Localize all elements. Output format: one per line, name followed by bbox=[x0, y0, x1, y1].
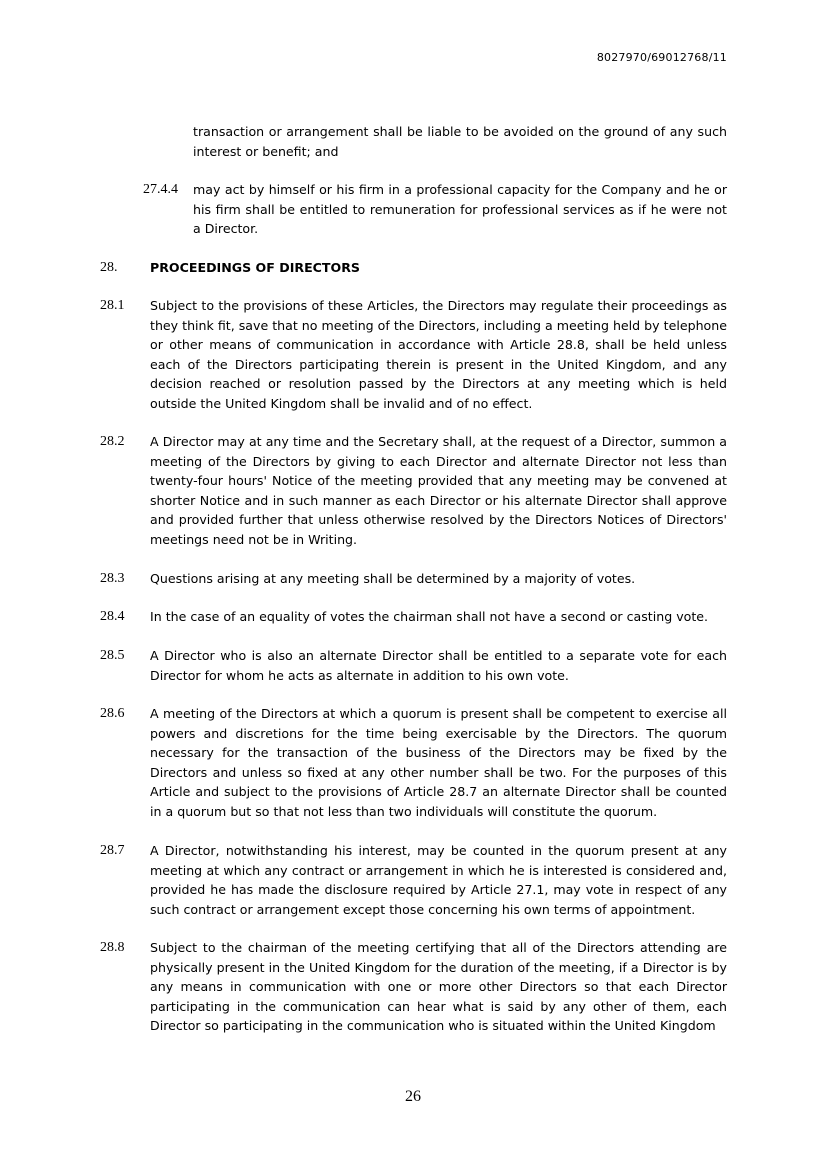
clause-text: A Director, notwithstanding his interest, may be counted in the quorum present at any meeting at which any contract or arrangement in which he is interested is considered and, provided he has made the disclosure required by Article 27.1, may vote in respect of any such contract or arrangement except those concerning his own terms of appointment. bbox=[150, 843, 727, 917]
page-number: 26 bbox=[405, 1088, 421, 1105]
clause-number: 28.6 bbox=[100, 706, 125, 721]
clause-number: 28.4 bbox=[100, 609, 125, 624]
clause-text: Questions arising at any meeting shall be determined by a majority of votes. bbox=[150, 571, 636, 586]
section-heading: PROCEEDINGS OF DIRECTORS bbox=[150, 260, 360, 275]
clause-number: 27.4.4 bbox=[143, 182, 178, 197]
clause-number: 28.5 bbox=[100, 648, 125, 663]
clause-text: A meeting of the Directors at which a quorum is present shall be competent to exercise all powers and discretions for the time being exercisable by the Directors. The quorum necessary for the transaction of the business of the Directors may be fixed by the Directors and unless so fixed at any other number shall be two. For the purposes of this Article and subject to the provisions of Article 28.7 an alternate Director shall be counted in a quorum but so that not less than two individuals will constitute the quorum. bbox=[150, 706, 727, 819]
clause-text: A Director may at any time and the Secretary shall, at the request of a Director, summon a meeting of the Directors by giving to each Director and alternate Director not less than twenty-four hours' Notice of the meeting provided that any meeting may be convened at shorter Notice and in such manner as each Director or his alternate Director shall approve and provided further that unless otherwise resolved by the Directors Notices of Directors' meetings need not be in Writing. bbox=[150, 434, 727, 547]
clause-text: A Director who is also an alternate Director shall be entitled to a separate vote for each Director for whom he acts as alternate in addition to his own vote. bbox=[150, 648, 727, 683]
clause-text: In the case of an equality of votes the chairman shall not have a second or casting vote. bbox=[150, 609, 709, 624]
document-reference: 8027970/69012768/11 bbox=[596, 51, 727, 64]
clause-text: may act by himself or his firm in a professional capacity for the Company and he or his firm shall be entitled to remuneration for professional services as if he were not a Director. bbox=[193, 182, 727, 236]
continuation-paragraph: transaction or arrangement shall be liable to be avoided on the ground of any such interest or benefit; and bbox=[193, 124, 727, 159]
clause-number: 28.2 bbox=[100, 434, 125, 449]
clause-text: Subject to the provisions of these Articles, the Directors may regulate their proceedings as they think fit, save that no meeting of the Directors, including a meeting held by telephone or other means of communication in accordance with Article 28.8, shall be held unless each of the Directors participating therein is present in the United Kingdom, and any decision reached or resolution passed by the Directors at any meeting which is held outside the United Kingdom shall be invalid and of no effect. bbox=[150, 298, 727, 411]
clause-number: 28.8 bbox=[100, 940, 125, 955]
clause-number: 28.7 bbox=[100, 843, 125, 858]
clause-number: 28.1 bbox=[100, 298, 125, 313]
clause-text: Subject to the chairman of the meeting certifying that all of the Directors attending are physically present in the United Kingdom for the duration of the meeting, if a Director is by any means in communication with one or more other Directors so that each Director participating in the communication can hear what is said by any other of them, each Director so participating in the communication who is situated within the United Kingdom bbox=[150, 940, 727, 1033]
section-number: 28. bbox=[100, 260, 118, 275]
clause-number: 28.3 bbox=[100, 571, 125, 586]
